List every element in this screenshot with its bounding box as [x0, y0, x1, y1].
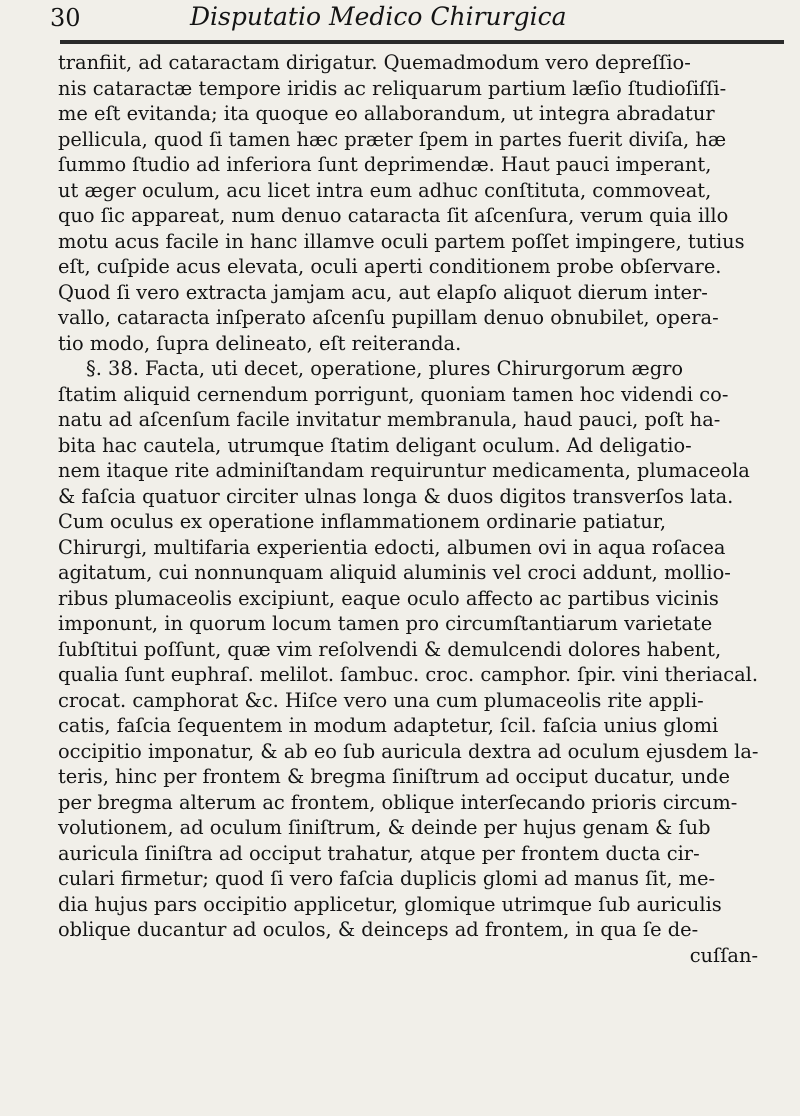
- text-line: culari firmetur; quod ſi vero faſcia duplicis glomi ad manus ſit, me-: [58, 867, 716, 890]
- text-line: ſummo ſtudio ad inferiora ſunt deprimendæ. Haut pauci imperant,: [58, 153, 712, 176]
- body-text: [58, 50, 758, 968]
- page-number: 30: [50, 4, 81, 32]
- text-line: §. 38. Facta, uti decet, operatione, plures Chirurgorum ægro: [86, 357, 684, 380]
- text-line: ribus plumaceolis excipiunt, eaque oculo affecto ac partibus vicinis: [58, 586, 719, 610]
- text-line: dia hujus pars occipitio applicetur, glomique utrimque ſub auriculis: [58, 892, 722, 916]
- page-header: [40, 0, 780, 44]
- text-line: teris, hinc per frontem & bregma ſiniſtrum ad occiput ducatur, unde: [58, 765, 730, 788]
- text-line: tranfiit, ad cataractam dirigatur. Quemadmodum vero depreſſio-: [58, 51, 691, 74]
- text-line: vallo, cataracta inſperato aſcenſu pupillam denuo obnubilet, opera-: [58, 306, 719, 329]
- text-line: qualia ſunt euphraſ. melilot. ſambuc. croc. camphor. ſpir. vini theriacal.: [58, 663, 759, 686]
- text-line: per bregma alterum ac frontem, oblique interſecando prioris circum-: [58, 790, 738, 814]
- text-line: occipitio imponatur, & ab eo ſub auricula dextra ad oculum ejusdem la-: [58, 739, 759, 763]
- text-line: motu acus facile in hanc illamve oculi partem poſſet impingere, tutius: [58, 229, 745, 253]
- text-line: oblique ducantur ad oculos, & deinceps ad frontem, in qua ſe de-: [58, 918, 699, 941]
- text-line: quo ſic appareat, num denuo cataracta ſit aſcenſura, verum quia illo: [58, 204, 729, 227]
- text-line: nem itaque rite adminiſtandam requiruntur medicamenta, plumaceola: [58, 459, 750, 482]
- text-line: crocat. camphorat &c. Hiſce vero una cum plumaceolis rite appli-: [58, 688, 704, 712]
- text-line: Chirurgi, multifaria experientia edocti, albumen ovi in aqua roſacea: [58, 535, 726, 559]
- catchword-line: cuſſan-: [689, 943, 758, 967]
- text-line: pellicula, quod ſi tamen hæc præter ſpem in partes fuerit diviſa, hæ: [58, 127, 727, 151]
- text-line: ſtatim aliquid cernendum porrigunt, quoniam tamen hoc videndi co-: [58, 382, 729, 406]
- text-line: nis cataractæ tempore iridis ac reliquarum partium læſio ſtudioſiſſi-: [58, 76, 727, 100]
- text-line: tio modo, ſupra delineato, eſt reiteranda.: [58, 331, 462, 355]
- text-line: Cum oculus ex operatione inflammationem ordinarie patiatur,: [58, 510, 666, 533]
- text-line: catis, faſcia ſequentem in modum adaptetur, ſcil. faſcia unius glomi: [58, 714, 719, 737]
- text-line: natu ad aſcenſum facile invitatur membranula, haud pauci, poſt ha-: [58, 408, 721, 431]
- running-title: Disputatio Medico Chirurgica: [190, 2, 567, 31]
- text-line: ut æger oculum, acu licet intra eum adhuc conſtituta, commoveat,: [58, 178, 712, 202]
- text-line: volutionem, ad oculum ſiniſtrum, & deinde per hujus genam & ſub: [58, 816, 711, 839]
- text-line: bita hac cautela, utrumque ſtatim deligant oculum. Ad deligatio-: [58, 433, 692, 457]
- text-line: ſubſtitui poſſunt, quæ vim reſolvendi & demulcendi dolores habent,: [58, 637, 722, 661]
- text-line: & faſcia quatuor circiter ulnas longa & duos digitos transverſos lata.: [58, 484, 734, 508]
- text-line: Quod ſi vero extracta jamjam acu, aut elapſo aliquot dierum inter-: [58, 280, 708, 304]
- text-line: auricula ſiniſtra ad occiput trahatur, atque per frontem ducta cir-: [58, 841, 700, 865]
- text-line: me eſt evitanda; ita quoque eo allaborandum, ut integra abradatur: [58, 102, 715, 125]
- text-line: agitatum, cui nonnunquam aliquid aluminis vel croci addunt, mollio-: [58, 561, 731, 584]
- text-line: imponunt, in quorum locum tamen pro circumſtantiarum varietate: [58, 612, 713, 635]
- text-line: eſt, cuſpide acus elevata, oculi aperti conditionem probe obſervare.: [58, 255, 722, 278]
- header-rule: [60, 40, 784, 44]
